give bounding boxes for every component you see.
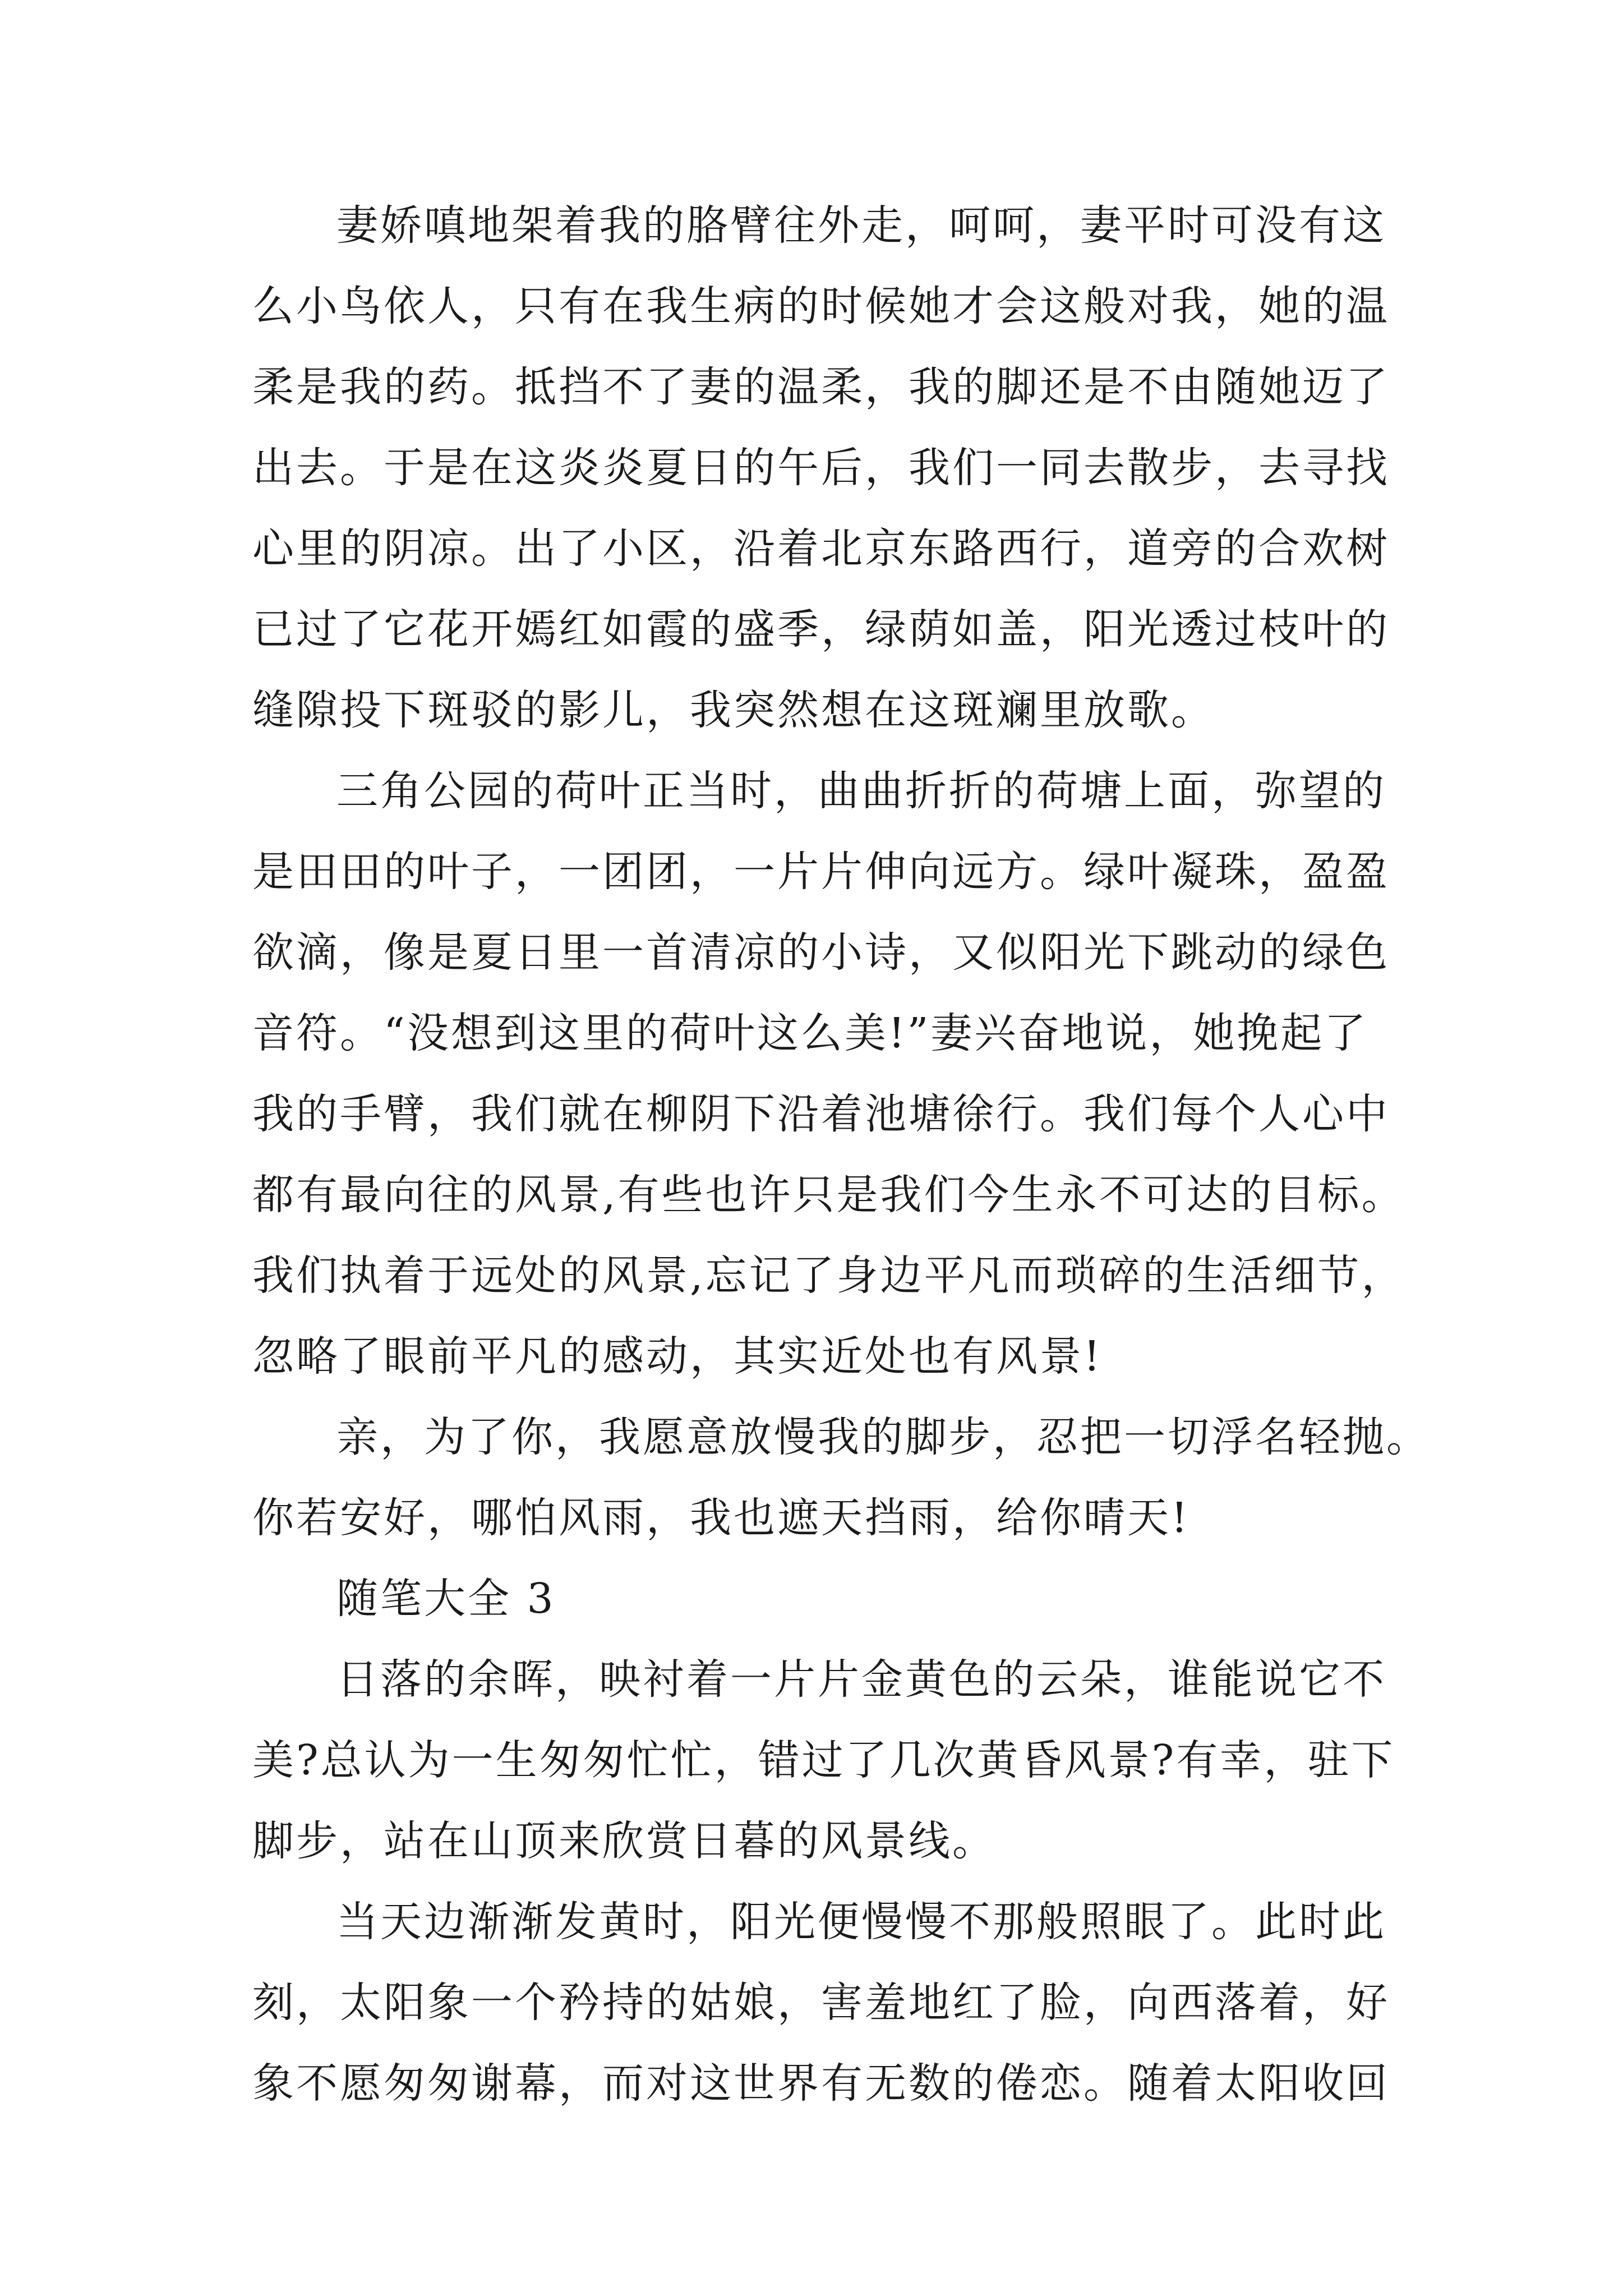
text-line: 么小鸟依人，只有在我生病的时候她才会这般对我，她的温 <box>252 282 1390 330</box>
text-line: 都有最向往的风景,有些也许只是我们今生永不可达的目标。 <box>252 1171 1405 1219</box>
text-line: 音符。“没想到这里的荷叶这么美!”妻兴奋地说，她挽起了 <box>252 1009 1368 1057</box>
text-line: 三角公园的荷叶正当时，曲曲折折的荷塘上面，弥望的 <box>336 767 1386 815</box>
text-line: 当天边渐渐发黄时，阳光便慢慢不那般照眼了。此时此 <box>336 1898 1386 1946</box>
body-text <box>252 185 1430 2124</box>
text-line: 日落的余晖，映衬着一片片金黄色的云朵，谁能说它不 <box>336 1655 1386 1704</box>
text-line: 我们执着于远处的风景,忘记了身边平凡而琐碎的生活细节， <box>252 1251 1405 1300</box>
text-line: 已过了它花开嫣红如霞的盛季，绿荫如盖，阳光透过枝叶的 <box>252 605 1390 654</box>
text-line: 心里的阴凉。出了小区，沿着北京东路西行，道旁的合欢树 <box>252 524 1390 573</box>
text-line: 妻娇嗔地架着我的胳臂往外走，呵呵，妻平时可没有这 <box>336 201 1386 250</box>
text-line: 缝隙投下斑驳的影儿，我突然想在这斑斓里放歌。 <box>252 686 1215 734</box>
text-line: 欲滴，像是夏日里一首清凉的小诗，又似阳光下跳动的绿色 <box>252 928 1390 977</box>
text-line: 刻，太阳象一个矜持的姑娘，害羞地红了脸，向西落着，好 <box>252 1978 1390 2027</box>
text-line: 你若安好，哪怕风雨，我也遮天挡雨，给你晴天! <box>252 1494 1190 1542</box>
text-line: 脚步，站在山顶来欣赏日暮的风景线。 <box>252 1817 996 1865</box>
section-heading: 随笔大全 3 <box>336 1575 556 1623</box>
text-line: 亲，为了你，我愿意放慢我的脚步，忍把一切浮名轻抛。 <box>336 1413 1430 1461</box>
text-line: 象不愿匆匆谢幕，而对这世界有无数的倦恋。随着太阳收回 <box>252 2059 1390 2108</box>
text-line: 我的手臂，我们就在柳阴下沿着池塘徐行。我们每个人心中 <box>252 1090 1390 1138</box>
text-line: 出去。于是在这炎炎夏日的午后，我们一同去散步，去寻找 <box>252 444 1390 492</box>
text-line: 美?总认为一生匆匆忙忙，错过了几次黄昏风景?有幸，驻下 <box>252 1736 1395 1784</box>
text-line: 柔是我的药。抵挡不了妻的温柔，我的脚还是不由随她迈了 <box>252 363 1390 411</box>
text-line: 是田田的叶子，一团团，一片片伸向远方。绿叶凝珠，盈盈 <box>252 848 1390 896</box>
text-line: 忽略了眼前平凡的感动，其实近处也有风景! <box>252 1332 1103 1381</box>
